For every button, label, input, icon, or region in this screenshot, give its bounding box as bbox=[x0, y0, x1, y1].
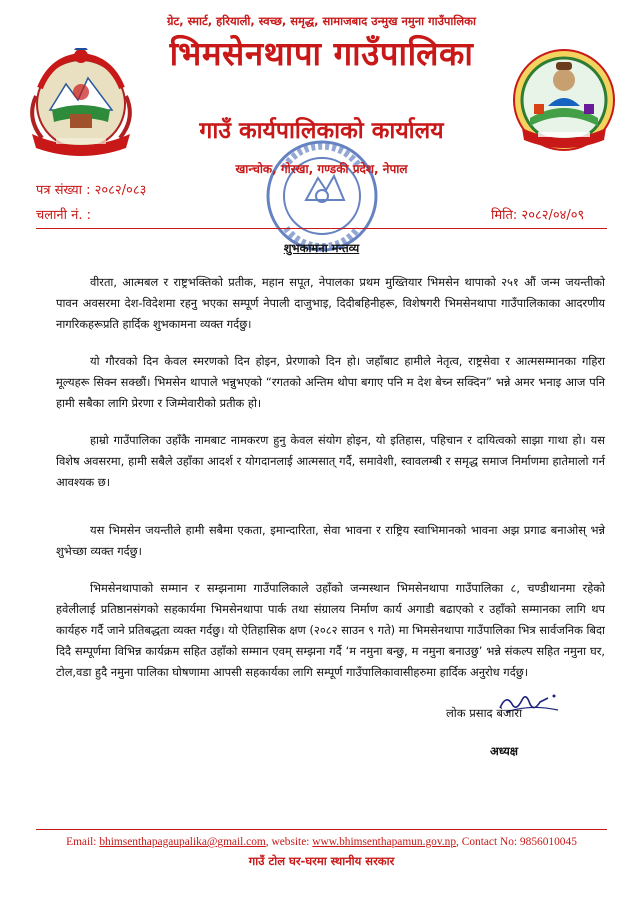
footer-divider bbox=[36, 829, 607, 830]
footer-contact-number: , Contact No: 9856010045 bbox=[456, 836, 577, 848]
office-seal-stamp-icon bbox=[264, 138, 380, 254]
signatory-title: अध्यक्ष bbox=[490, 744, 519, 758]
municipality-name: भिमसेनथापा गाउँपालिका bbox=[169, 34, 474, 73]
footer-contact bbox=[0, 836, 643, 848]
header-divider bbox=[36, 228, 607, 229]
letter-date: मिति: २०८२/०४/०९ bbox=[491, 208, 585, 223]
footer-slogan: गाउँ टोल घर-घरमा स्थानीय सरकार bbox=[248, 854, 395, 868]
footer-website-link[interactable]: www.bhimsenthapamun.gov.np bbox=[312, 836, 457, 848]
body-paragraph-1: वीरता, आत्मबल र राष्ट्रभक्तिको प्रतीक, महान सपूत, नेपालका प्रथम मुख्तियार भिमसेन थापाको २५१ औं जन्म जयन्तीको पावन अवसरमा देश-विदेशमा रहनु भएका सम्पूर्ण नेपाली दाजुभाइ, दिदीबहिनीहरू, विशेषगरी भिमसेनथापा गाउँपालिकाका आदरणीय नागरिकहरूप्रति हार्दिक शुभकामना व्यक्त गर्दछु। bbox=[56, 275, 605, 331]
footer-email-label: Email: bbox=[66, 836, 97, 848]
body-paragraph-3: हाम्रो गाउँपालिका उहाँकै नामबाट नामकरण हुनु केवल संयोग होइन, यो इतिहास, पहिचान र दायित्वको साझा गाथा हो। यस विशेष अवसरमा, हामी सबैले उहाँका आदर्श र योगदानलाई आत्मसात् गर्दै, समावेशी, स्वावलम्बी र समृद्ध समाज निर्माणमा हातेमालो गर्न आवश्यक छ। bbox=[56, 433, 605, 489]
body-paragraph-2: यो गौरवको दिन केवल स्मरणको दिन होइन, प्रेरणाको दिन हो। जहाँबाट हामीले नेतृत्व, राष्ट्रसेवा र आत्मसम्मानका गहिरा मूल्यहरू सिक्न सक्छौं। भिमसेन थापाले भन्नुभएको “रगतको अन्तिम थोपा बगाए पनि म देश बेच्न सक्दिन” भन्ने अमर भनाइ आज पनि हामी सबैका लागि प्रेरणा र जिम्मेवारीको प्रतीक हो। bbox=[56, 354, 605, 410]
office-address: खान्चोक, गोरखा, गण्डकी प्रदेश, नेपाल bbox=[235, 162, 408, 176]
office-name: गाउँ कार्यपालिकाको कार्यालय bbox=[199, 118, 444, 144]
letter-subject: शुभकामना मन्तव्य bbox=[283, 241, 360, 255]
letterhead-tagline: ग्रेट, स्मार्ट, हरियाली, स्वच्छ, समृद्ध, सामाजबाद उन्मुख नमुना गाउँपालिका bbox=[167, 14, 476, 28]
signatory-name: लोक प्रसाद बंजारा bbox=[446, 706, 523, 720]
dispatch-number: चलानी नं. : bbox=[36, 208, 92, 223]
footer-email-link[interactable]: bhimsenthapagaupalika@gmail.com bbox=[99, 836, 266, 848]
footer-website-label: , website: bbox=[265, 836, 310, 848]
body-paragraph-5: भिमसेनथापाको सम्मान र सम्झनामा गाउँपालिकाले उहाँको जन्मस्थान भिमसेनथापा गाउँपालिका ८, चण्डीथानमा रहेको हवेलीलाई प्रतिष्ठानसंगको सहकार्यमा भिमसेनथापा पार्क तथा संग्रालय निर्माण कार्य अगाडी बढाएको र उहाँको सम्मानका लागि थप कार्यहरु गर्दै जाने प्रतिबद्धता व्यक्त गर्दछु। यो ऐतिहासिक क्षण (२०८२ साउन ९ गते) मा भिमसेनथापा गाउँपालिका भित्र सार्वजनिक बिदा दिदै सम्पूर्णमा विभिन्न कार्यक्रम सहित उहाँको सम्मान एवम् सम्झना गर्दै ‘म नमुना बन्छु, म नमुना बनाउछु’ भन्ने संकल्प सहित नमुना घर, टोल,वडा हुदै नमुना पालिका घोषणामा आपसी सहकार्यका लागि सम्पूर्ण गाउँपालिकावासीहरुमा हार्दिक अनुरोध गर्दछु। bbox=[56, 581, 605, 679]
body-paragraph-4: यस भिमसेन जयन्तीले हामी सबैमा एकता, इमान्दारिता, सेवा भावना र राष्ट्रिय स्वाभिमानको भावना अझ प्रगाढ बनाओस् भन्ने शुभेच्छा व्यक्त गर्दछु। bbox=[56, 523, 605, 558]
reference-number: पत्र संख्या : २०८२/०८३ bbox=[36, 183, 147, 198]
